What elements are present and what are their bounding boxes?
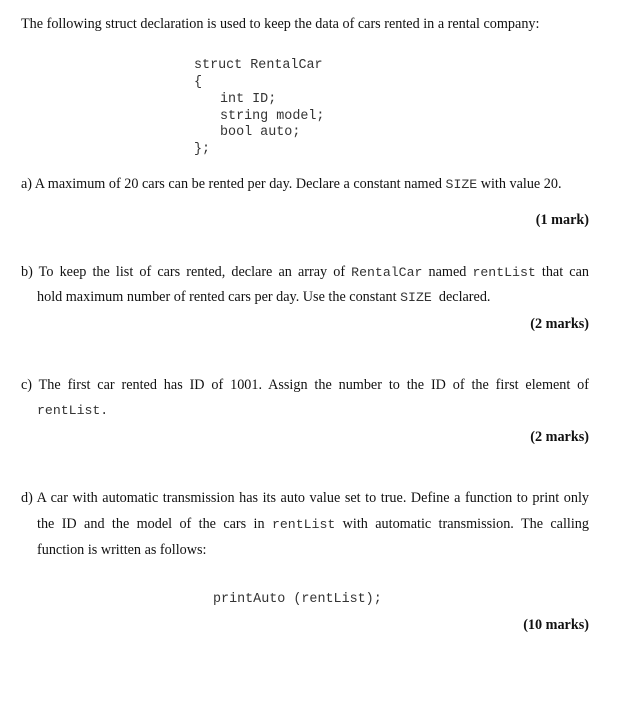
question-a-marks: (1 mark) — [535, 212, 589, 228]
question-b-line-1 — [21, 263, 589, 282]
question-d-marks: (10 marks) — [523, 617, 589, 633]
question-d-code-rentlist: rentList — [271, 517, 336, 532]
struct-line-3: int ID; — [220, 92, 277, 107]
question-c-line-2 — [37, 401, 108, 420]
question-b-text-1: b) To keep the list of cars rented, declare an array of — [21, 264, 352, 280]
intro-text: The following struct declaration is used to keep the data of cars rented in a rental company: — [21, 16, 540, 32]
struct-line-4: string model; — [220, 109, 325, 124]
question-a-text-2: with value 20. — [477, 176, 562, 192]
struct-line-6: }; — [194, 142, 211, 157]
question-d-text-1: the ID and the model of the cars in — [37, 516, 272, 532]
question-d-line-2 — [37, 515, 589, 534]
question-b-text-2: named — [422, 264, 473, 280]
question-a — [21, 175, 562, 194]
question-b-text-5: declared. — [431, 289, 491, 305]
question-b-code-size: SIZE — [400, 290, 432, 305]
question-d-text-2: with automatic transmission. The calling — [335, 516, 589, 532]
question-c-code-rentlist: rentList. — [37, 403, 109, 418]
question-a-text-1: a) A maximum of 20 cars can be rented per day. Declare a constant named — [21, 176, 446, 192]
question-b-text-4: hold maximum number of rented cars per day. Use the constant — [37, 289, 401, 305]
question-d-line-3: function is written as follows: — [37, 542, 207, 558]
question-d-line-1: d) A car with automatic transmission has its auto value set to true. Define a function to print only — [21, 490, 589, 506]
question-a-code-size: SIZE — [445, 177, 478, 192]
question-c-marks: (2 marks) — [530, 429, 589, 445]
struct-line-5: bool auto; — [220, 125, 301, 140]
question-c-line-1: c) The first car rented has ID of 1001. Assign the number to the ID of the first element of — [21, 377, 589, 393]
question-b-code-rentalcar: RentalCar — [351, 265, 423, 280]
question-b-marks: (2 marks) — [530, 316, 589, 332]
question-b-line-2 — [37, 288, 490, 307]
question-b-code-rentlist: rentList — [472, 265, 536, 280]
question-b-text-3: that can — [535, 264, 589, 280]
struct-line-2: { — [194, 75, 203, 90]
question-d-call-code: printAuto (rentList); — [213, 592, 382, 607]
struct-line-1: struct RentalCar — [194, 58, 323, 73]
